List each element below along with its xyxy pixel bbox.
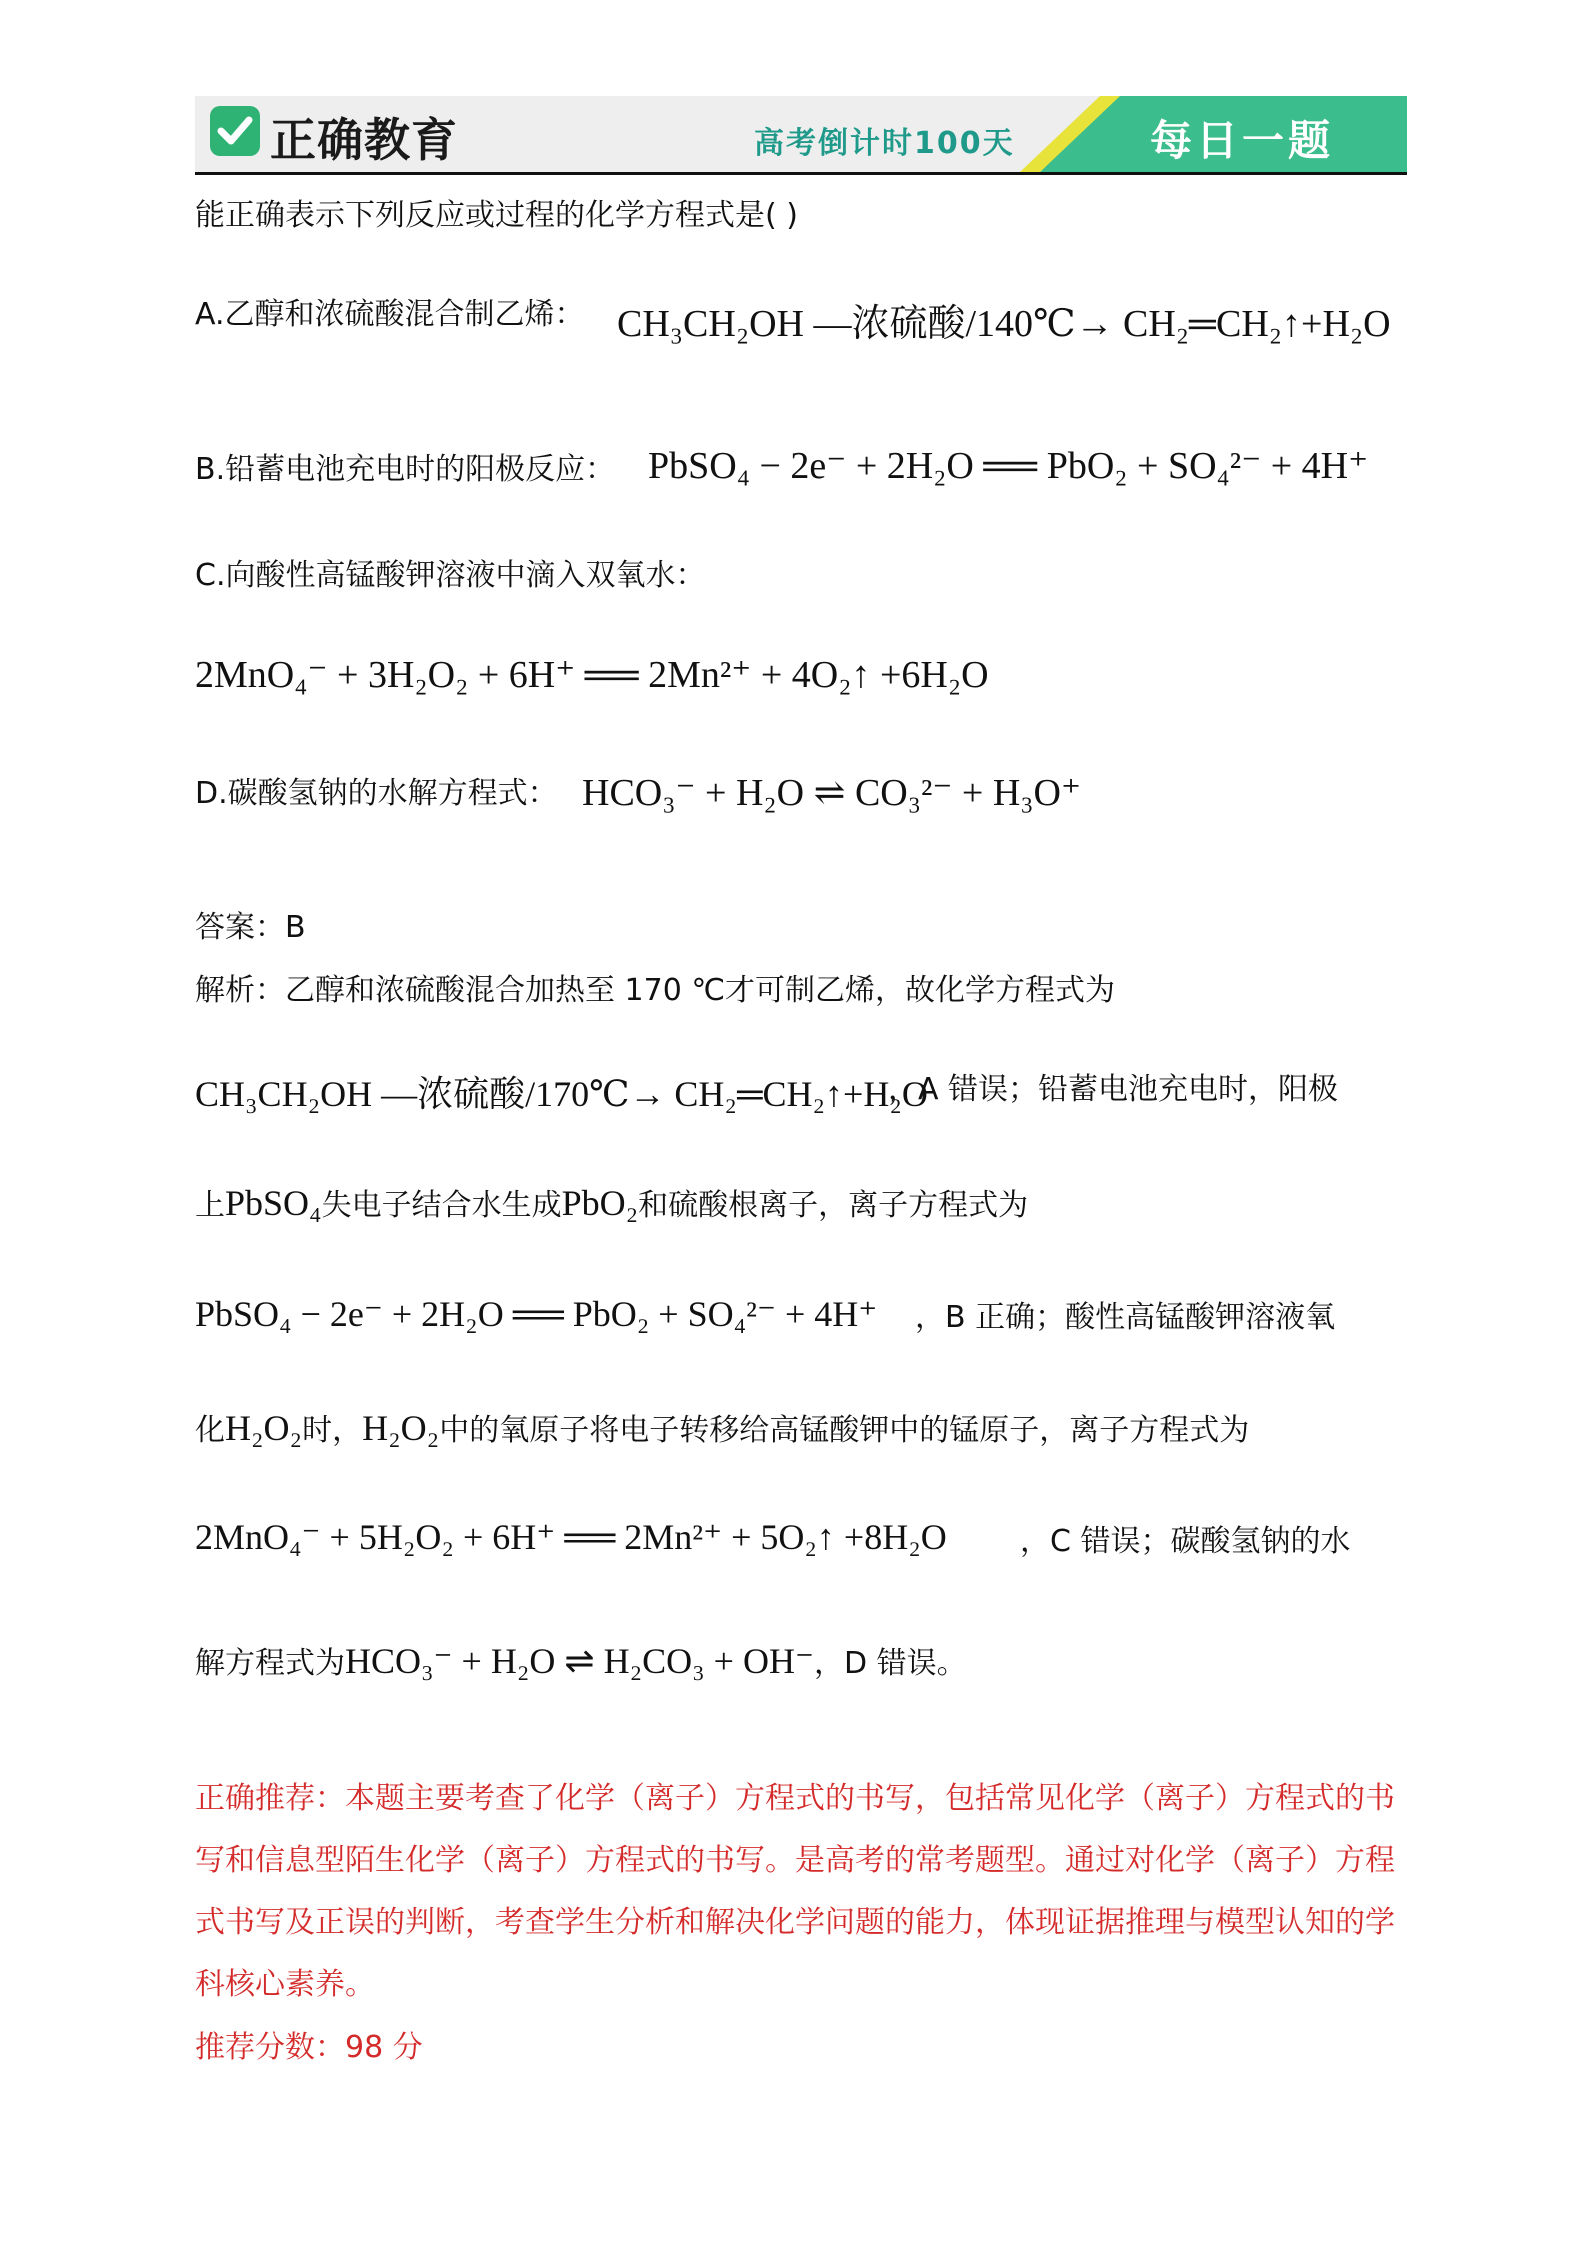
analysis-equation-2: PbSO₄ − 2e⁻ + 2H₂O ══ PbO₂ + SO₄²⁻ + 4H⁺ [195, 1294, 878, 1334]
analysis-l5d: H₂O₂ [362, 1408, 440, 1448]
analysis-text-2: ，B 正确；酸性高锰酸钾溶液氧 [915, 1300, 1336, 1335]
analysis-line-7 [195, 1641, 967, 1684]
analysis-l5b: H₂O₂ [225, 1408, 303, 1448]
analysis-l5c: 时， [302, 1413, 363, 1448]
analysis-text-4: ，D 错误。 [813, 1646, 967, 1681]
analysis-line-5 [195, 1408, 1249, 1451]
analysis-line-3 [195, 1183, 1028, 1226]
option-b-label: B.铅蓄电池充电时的阳极反应： [195, 452, 616, 487]
analysis-text-3: ，C 错误；碳酸氢钠的水 [1020, 1524, 1351, 1559]
recommendation-score: 推荐分数：98 分 [195, 2030, 423, 2065]
daily-question-label: 每日一题 [1150, 116, 1335, 165]
analysis-l3d: PbO₂ [561, 1183, 639, 1223]
option-b-equation: PbSO₄ − 2e⁻ + 2H₂O ══ PbO₂ + SO₄²⁻ + 4H⁺ [648, 445, 1369, 487]
analysis-l5a: 化 [195, 1413, 225, 1448]
analysis-l3a: 上 [195, 1188, 225, 1223]
option-c-equation: 2MnO₄⁻ + 3H₂O₂ + 6H⁺ ══ 2Mn²⁺ + 4O₂↑ +6H₂O [195, 654, 989, 696]
analysis-equation-3: 2MnO₄⁻ + 5H₂O₂ + 6H⁺ ══ 2Mn²⁺ + 5O₂↑ +8H₂O [195, 1517, 947, 1557]
option-c-label: C.向酸性高锰酸钾溶液中滴入双氧水： [195, 558, 706, 593]
option-d-equation: HCO₃⁻ + H₂O ⇌ CO₃²⁻ + H₃O⁺ [582, 772, 1082, 814]
question-stem: 能正确表示下列反应或过程的化学方程式是( ) [195, 198, 798, 233]
checkmark-logo-icon [210, 106, 260, 156]
analysis-line-1: 解析：乙醇和浓硫酸混合加热至 170 ℃才可制乙烯，故化学方程式为 [195, 973, 1116, 1008]
answer: 答案：B [195, 910, 306, 945]
analysis-l5e: 中的氧原子将电子转移给高锰酸钾中的锰原子，离子方程式为 [439, 1413, 1250, 1448]
option-a-equation [617, 292, 1391, 347]
option-a-equation-text: CH₃CH₂OH —浓硫酸/140℃→ CH₂═CH₂↑+H₂O [617, 303, 1391, 345]
brand-name: 正确教育 [270, 113, 458, 167]
countdown-label: 高考倒计时100天 [754, 126, 1015, 161]
analysis-equation-1: CH₃CH₂OH —浓硫酸/170℃→ CH₂═CH₂↑+H₂O [195, 1074, 928, 1114]
header-divider [195, 172, 1407, 175]
analysis-text-1: ，A 错误；铅蓄电池充电时，阳极 [888, 1072, 1339, 1107]
recommendation-text: 正确推荐：本题主要考查了化学（离子）方程式的书写，包括常见化学（离子）方程式的书写和信息型陌生化学（离子）方程式的书写。是高考的常考题型。通过对化学（离子）方程式书写及正误的判断，考查学生分析和解决化学问题的能力，体现证据推理与模型认知的学科核心素养。 [195, 1781, 1395, 2002]
analysis-l3e: 和硫酸根离子，离子方程式为 [638, 1188, 1029, 1223]
analysis-equation-4: HCO₃⁻ + H₂O ⇌ H₂CO₃ + OH⁻ [345, 1641, 814, 1681]
option-d-label: D.碳酸氢钠的水解方程式： [195, 776, 558, 811]
analysis-l7a: 解方程式为 [195, 1646, 345, 1681]
option-a-label: A.乙醇和浓硫酸混合制乙烯： [195, 297, 585, 332]
analysis-l3c: 失电子结合水生成 [321, 1188, 562, 1223]
analysis-l3b: PbSO₄ [225, 1183, 322, 1223]
